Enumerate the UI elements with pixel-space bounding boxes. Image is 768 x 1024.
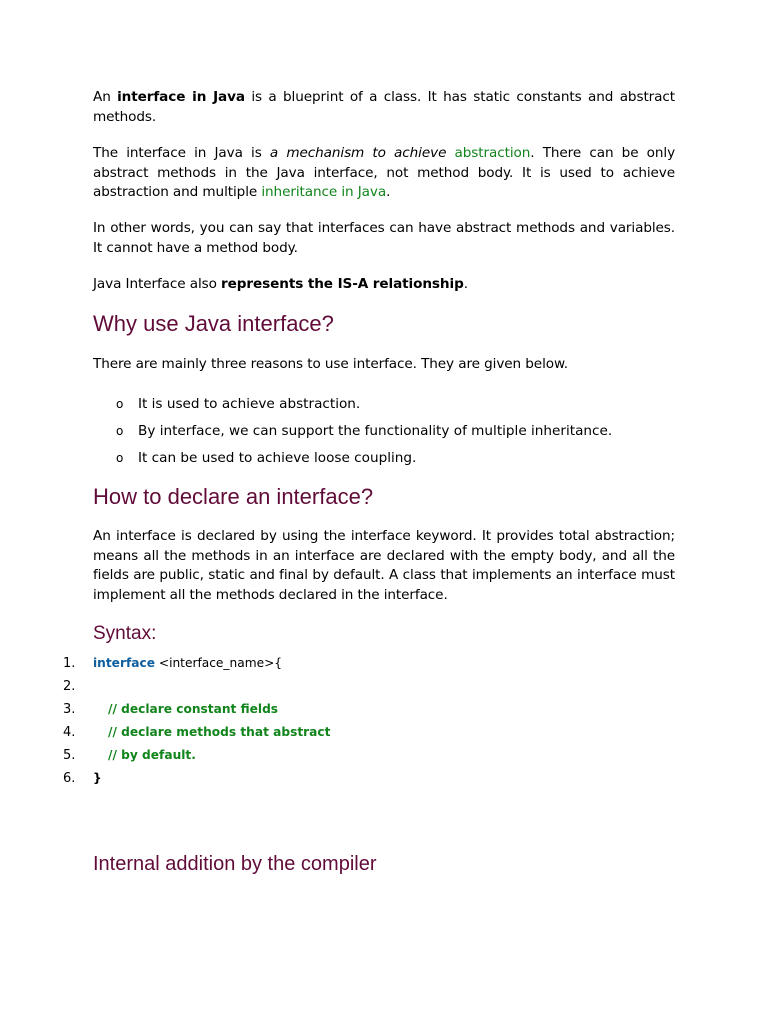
- reason-text: By interface, we can support the functionality of multiple inheritance.: [138, 423, 613, 439]
- code-text: }: [93, 771, 102, 785]
- code-text: <interface_name>{: [154, 656, 283, 670]
- reasons-list: [116, 394, 612, 475]
- internal-addition-heading: Internal addition by the compiler: [93, 853, 377, 875]
- code-line: [63, 722, 330, 745]
- intro-p4-bold: represents the IS-A relationship: [221, 276, 464, 292]
- code-comment: // declare constant fields: [108, 702, 279, 716]
- intro-paragraph-4: [93, 275, 675, 295]
- line-number: 1.: [63, 656, 76, 671]
- intro-p2-text-a: The interface in Java is: [93, 145, 270, 161]
- intro-p4-text-a: Java Interface also: [93, 276, 222, 292]
- why-heading: Why use Java interface?: [93, 311, 334, 336]
- why-intro: There are mainly three reasons to use interface. They are given below.: [93, 356, 568, 372]
- reason-text: It is used to achieve abstraction.: [138, 396, 361, 412]
- reason-text: It can be used to achieve loose coupling.: [138, 450, 417, 466]
- list-item: [116, 448, 612, 475]
- code-comment: // declare methods that abstract: [108, 725, 331, 739]
- intro-paragraph-2: [93, 144, 675, 203]
- syntax-heading: Syntax:: [93, 623, 157, 644]
- line-number: 2.: [63, 679, 76, 694]
- list-item: [116, 421, 612, 448]
- bullet-icon: o: [116, 424, 124, 438]
- line-number: 5.: [63, 748, 76, 763]
- abstraction-link[interactable]: abstraction: [454, 145, 531, 161]
- intro-p2-italic: a mechanism to achieve: [269, 145, 455, 161]
- code-line: [63, 676, 330, 699]
- line-number: 4.: [63, 725, 76, 740]
- code-keyword: interface: [93, 656, 155, 670]
- intro-p1-text-a: An: [93, 89, 118, 105]
- line-number: 3.: [63, 702, 76, 717]
- declare-body: An interface is declared by using the interface keyword. It provides total abstraction; means all the methods in an interface are declared with the empty body, and all the fields are public, static and final by default. A class that implements an interface must implement all the methods declared in the interface.: [93, 528, 675, 603]
- intro-p4-text-c: .: [463, 276, 468, 292]
- line-number: 6.: [63, 771, 76, 786]
- code-comment: // by default.: [108, 748, 196, 762]
- code-line: [63, 699, 330, 722]
- intro-p2-text-f: .: [386, 184, 391, 200]
- syntax-code-block: [63, 653, 330, 791]
- intro-p1-text-c: is a blueprint of a class. It has static constants and abstract methods.: [93, 89, 675, 125]
- declare-heading: How to declare an interface?: [93, 484, 374, 509]
- code-line: [63, 745, 330, 768]
- intro-p2-text-d: . There can be only abstract methods in the Java interface, not method body. It is used to achieve abstraction and multiple: [93, 145, 676, 200]
- inheritance-in-java-link[interactable]: inheritance in Java: [261, 184, 387, 200]
- intro-paragraph-3: In other words, you can say that interfaces can have abstract methods and variables. It cannot have a method body.: [93, 220, 675, 256]
- intro-p1-bold-term: interface in Java: [117, 89, 245, 105]
- bullet-icon: o: [116, 397, 124, 411]
- intro-paragraph-1: [93, 88, 675, 127]
- list-item: [116, 394, 612, 421]
- bullet-icon: o: [116, 451, 124, 465]
- code-line: [63, 653, 330, 676]
- code-line: [63, 768, 330, 791]
